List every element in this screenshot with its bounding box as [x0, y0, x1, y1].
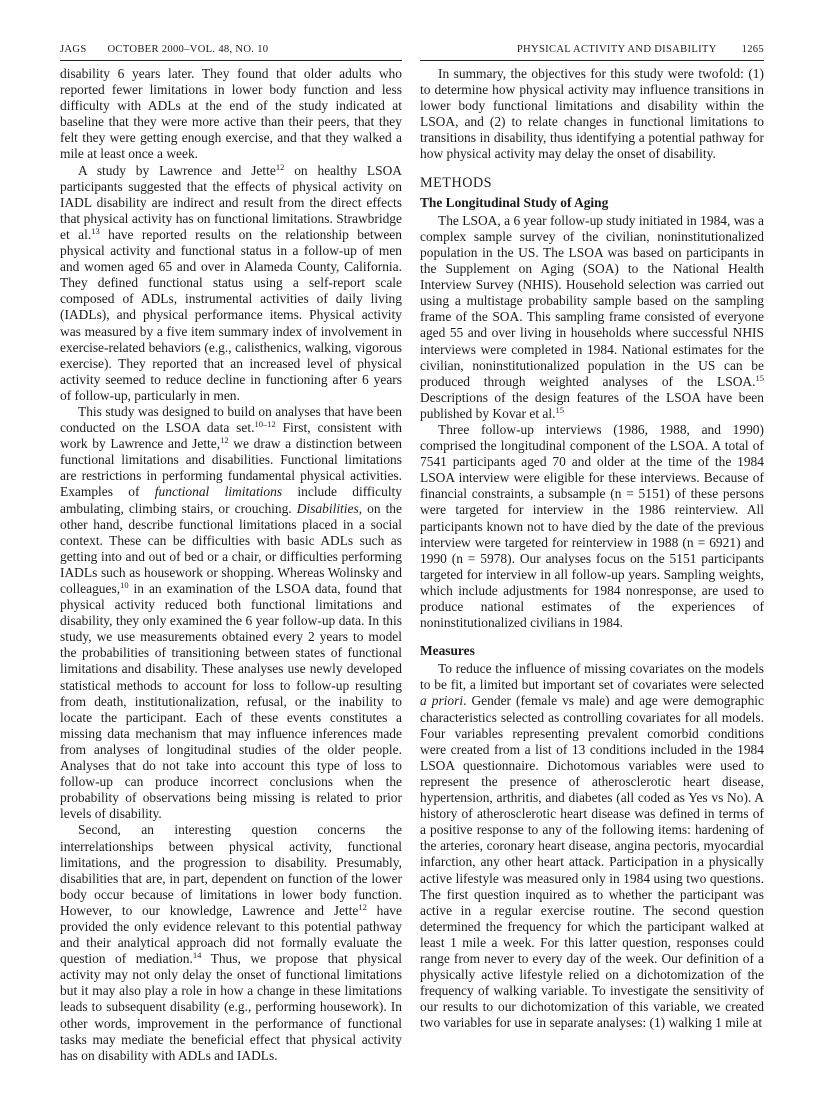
citation: 13: [91, 225, 100, 236]
header-rule-right: [420, 60, 764, 61]
citation: 14: [192, 950, 202, 961]
paragraph: [420, 213, 764, 422]
text: have provided the only evidence relevant to this potential pathway and their analytical approach did not formally evaluate the question of mediation.: [60, 902, 402, 967]
text: The LSOA, a 6 year follow-up study initiated in 1984, was a complex sample survey of the civilian, noninstitutionalized population in the US. The LSOA was based on participants in the Supplement on Aging (SOA) to the National Health Interview Survey (NHIS). Household selection was carried out using a multistage probability sample based on the sampling frame of the SOA. This sampling frame consisted of everyone aged 55 and over living in households where successful NHIS interviews were completed in 1984. National estimates for the civilian, noninstitutionalized population in the US can be produced through weighted analyses of the LSOA.: [420, 212, 764, 389]
left-column: [60, 66, 402, 1064]
text: disability 6 years later. They found that older adults who reported fewer limitations in lower body function and less difficulty with ADLs at the end of the study indicated at baseline that they were more active than their peers, that they felt they were getting enough exercise, and that they walked a mile at least once a week.: [60, 66, 402, 162]
header-rule-left: [60, 60, 402, 61]
text: , on the other hand, describe functional limitations placed in a social context. These can be difficulties with basic ADLs such as getting into and out of bed or a chair, or difficulties performing IADLs such as housework or shopping. Whereas Wolinsky and colleagues,: [60, 500, 402, 596]
text: To reduce the influence of missing covariates on the models to be fit, a limited but important set of covariates were selected: [420, 661, 764, 693]
subheading-lsoa: The Longitudinal Study of Aging: [420, 194, 609, 210]
text: on healthy LSOA participants suggested that the effects of physical activity on IADL disability are indirect and result from the direct effects that physical activity has on functional limitations. Strawbridge et al.: [60, 162, 402, 242]
paragraph: [420, 66, 764, 163]
text: include difficulty ambulating, climbing stairs, or crouching.: [60, 484, 403, 516]
paragraph: [60, 404, 402, 822]
text: Thus, we propose that physical activity may not only delay the onset of functional limitations but it may also play a role in how a change in these limitations leads to subsequent disability (e.g., performing housework). In other words, improvement in the performance of functional tasks may mediate the beneficial effect that physical activity has on disability with ADLs and IADLs.: [60, 951, 402, 1063]
subheading-measures: Measures: [420, 643, 475, 659]
citation: 12: [275, 161, 285, 172]
text: Second, an interesting question concerns the interrelationships between physical activity, functional limitations, and the progression to disability. Presumably, disabilities that are, in part, dependent on function of the lower body occur because of limitations in lower body function. However, to our knowledge, Lawrence and Jette: [60, 822, 402, 918]
text: In summary, the objectives for this study were twofold: (1) to determine how physical activity may influence transitions in lower body functional limitations and disability within the LSOA, and (2) to relate changes in functional limitations to transitions in disability, thus identifying a potential pathway for how physical activity may delay the onset of disability.: [420, 66, 764, 162]
issue-info: OCTOBER 2000–VOL. 48, NO. 10: [107, 44, 269, 55]
text: Descriptions of the design features of the LSOA have been published by Kovar et al.: [420, 389, 764, 421]
paragraph: [60, 163, 402, 404]
text: A study by Lawrence and Jette: [78, 162, 276, 178]
text: Three follow-up interviews (1986, 1988, and 1990) comprised the longitudinal component of the LSOA. A total of 7541 participants aged 70 and older at the time of the 1984 LSOA interview were eligible for these interviews. Because of financial constraints, a subsample (n = 5151) of these persons were targeted for interview in the 1986 reinterview. All participants known not to have died by the date of the previous interview were targeted for reinterview in 1988 (n = 6921) and 1990 (n = 5978). Our analyses focus on the 5151 participants targeted for interview in all follow-up years. Sampling weights, which include adjustments for 1984 nonresponse, are used to produce national estimates of the experiences of noninstitutionalized civilians in 1984.: [420, 421, 764, 631]
paragraph: [420, 661, 764, 1031]
right-column: [420, 66, 764, 1031]
text: First, consistent with work by Lawrence and Jette,: [60, 420, 403, 452]
section-title: PHYSICAL ACTIVITY AND DISABILITY: [516, 44, 717, 55]
paragraph: [420, 422, 764, 631]
journal-name: JAGS: [60, 44, 87, 55]
header-right: [517, 44, 764, 55]
header-left: [60, 44, 286, 55]
running-header: [60, 44, 764, 60]
paragraph: [60, 66, 402, 163]
citation: 12: [358, 901, 367, 912]
italic-term: Disabilities: [296, 500, 359, 516]
text: in an examination of the LSOA data, found that physical activity reduced both functional limitations and disability, they only examined the 6 year follow-up data. In this study, we use measurements obtained every 2 years to model the probabilities of transitioning between states of functional limitations and disability. These analyses use newly developed statistical methods to account for loss to follow-up resulting from death, institutionalization, refusal, or the inability to locate the participant. Each of these events constitutes a missing data mechanism that may influence inferences made from analyses of longitudinal studies of the older people. Analyses that do not take into account this type of loss to follow-up can produce incorrect conclusions when the probability of observations being missing is related to prior levels of disability.: [60, 581, 402, 822]
section-heading-methods: METHODS: [420, 174, 493, 191]
citation: 10: [120, 580, 129, 590]
citation: 15: [555, 404, 564, 415]
italic-term: a priori: [420, 693, 464, 709]
citation: 12: [220, 435, 229, 446]
text: This study was designed to build on analyses that have been conducted on the LSOA data set.: [60, 403, 402, 436]
italic-term: functional limitations: [154, 484, 283, 500]
citation: 15: [755, 372, 764, 383]
citation: 10–12: [254, 419, 276, 430]
text: have reported results on the relationship between physical activity and functional status in a follow-up of men and women aged 65 and over in Alameda County, California. They defined functional status using a self-report scale composed of ADLs, instrumental activities of daily living (IADLs), and physical performance items. Physical activity was measured by a five item summary index of involvement in exercise-related behaviors (e.g., calisthenics, walking, vigorous exercise). They reported that an increased level of physical activity seemed to reduce decline in functioning after 6 years of follow-up, particularly in men.: [60, 226, 402, 403]
text: . Gender (female vs male) and age were demographic characteristics selected as controlling covariates for all models. Four variables representing prevalent comorbid conditions were created from a list of 13 conditions included in the 1984 LSOA questionnaire. Dichotomous variables were used to represent the presence of atherosclerotic heart disease, hypertension, arthritis, and diabetes (all coded as Yes vs No). A history of atherosclerotic heart disease was defined in terms of a positive response to any of the following items: hardening of the arteries, coronary heart disease, angina pectoris, myocardial infarction, any other heart attack. Participation in a physically active lifestyle was measured only in 1984 using two questions. The first question inquired as to whether the participant was active in a regular exercise routine. The second question determined the frequency for which the participant walked at least 1 mile a week. For this latter question, responses could range from never to every day of the week. Our definition of a physically active lifestyle relied on a dichotomization of the frequency of walking variable. To investigate the sensitivity of our results to our dichotomization of this variable, we created two variables for use in separate analyses: (1) walking 1 mile at: [420, 693, 764, 1031]
page-number: 1265: [741, 44, 764, 55]
text: we draw a distinction between functional limitations and disabilities. Functional limitations are restrictions in performing fundamental physical activities. Examples of: [60, 436, 403, 500]
paragraph: [60, 822, 402, 1063]
